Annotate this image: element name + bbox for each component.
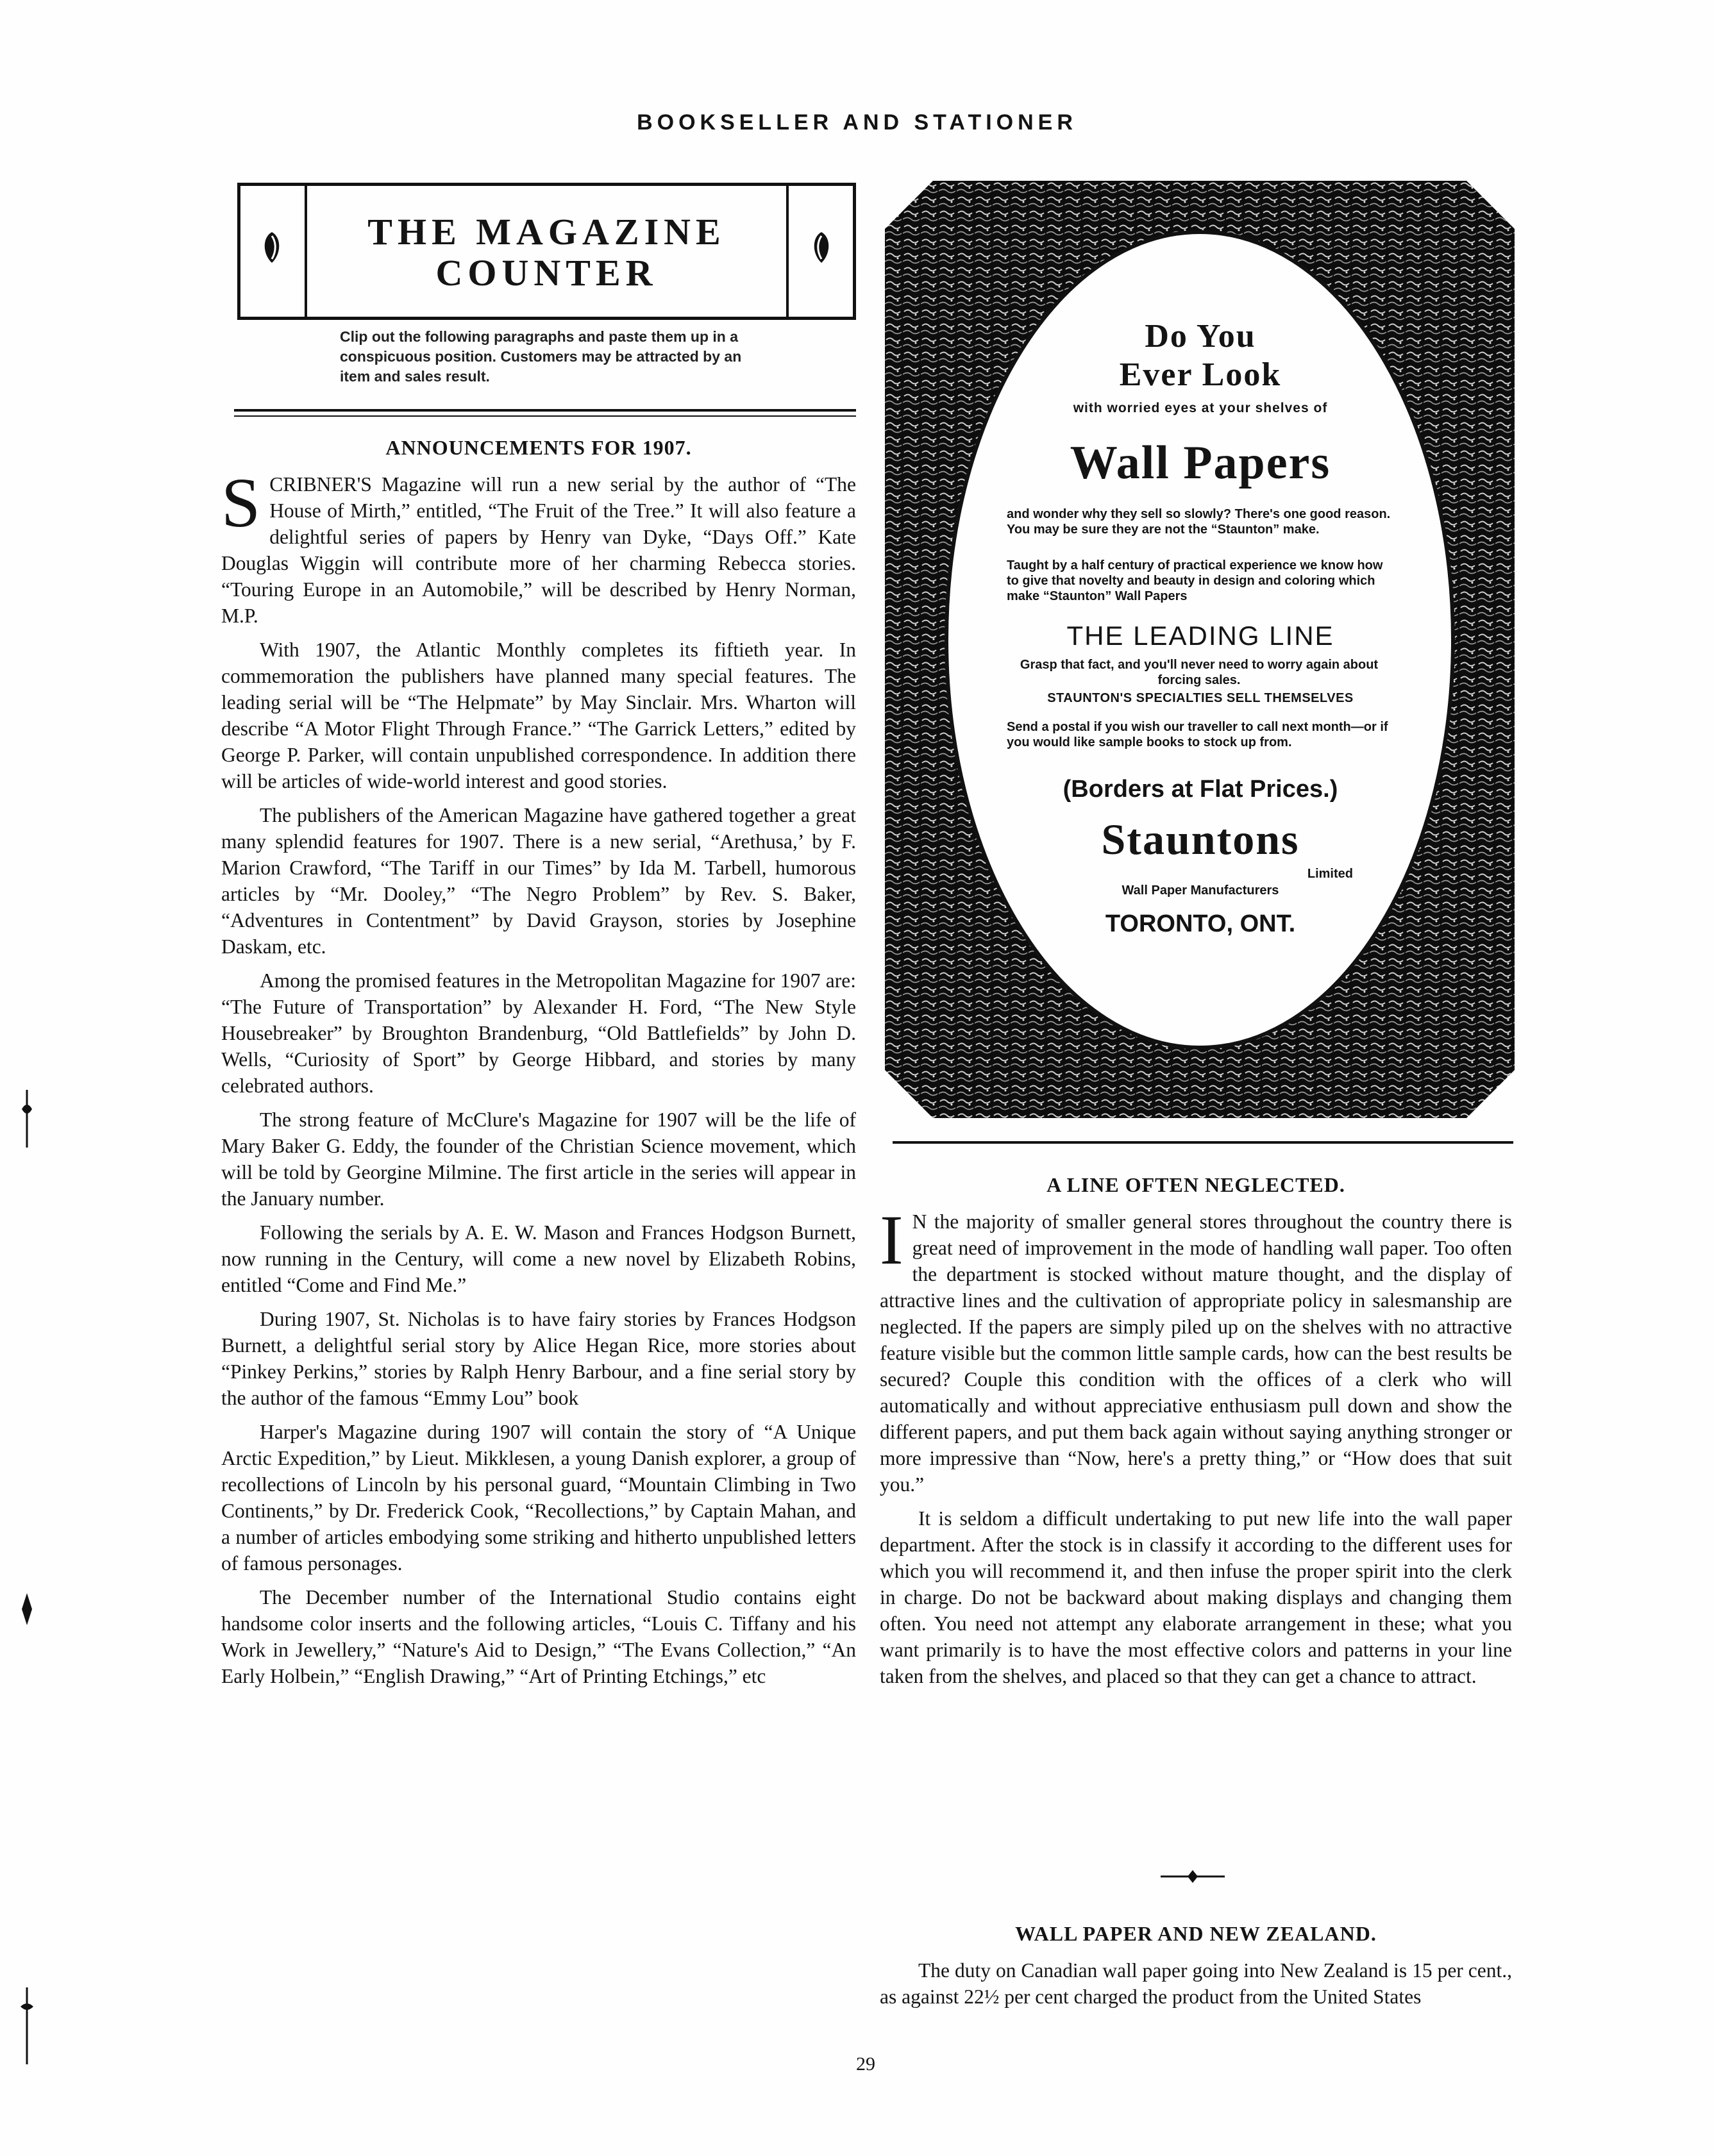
neglected-heading: A LINE OFTEN NEGLECTED. xyxy=(1046,1173,1345,1196)
paragraph-text: CRIBNER'S Magazine will run a new serial by the author of “The House of Mirth,” entitled, “The Fruit of the Tree.” It will also feature a delightful series of papers by Henry van Dyke, “Days Off.” Kate Douglas Wiggin will contribute more of her charming Rebecca stories. “Touring Europe in an Automobile,” will be described by Henry Norman, M.P. xyxy=(221,473,856,627)
page-number: 29 xyxy=(856,2053,875,2075)
margin-ornament-icon xyxy=(19,1090,35,1148)
section-rule xyxy=(893,1141,1513,1144)
ad-leading-line: THE LEADING LINE xyxy=(1066,621,1334,651)
ad-worried-line: with worried eyes at your shelves of xyxy=(1073,401,1328,415)
ad-city: TORONTO, ONT. xyxy=(1105,910,1296,937)
leaf-ornament-icon xyxy=(809,228,834,267)
neglected-column xyxy=(880,1173,1512,1697)
neglected-paragraph: It is seldom a difficult undertaking to put new life into the wall paper department. After the stock is in classify it according to the different uses for which you will recommend it, and then infuse the proper spirit into the clerk in charge. Do not be backward about making displays and changing them often. You need not attempt any elaborate arrangement in these; what you want primarily is to have the most effective colors and patterns in your line taken from the shelves, and placed so that they can get a chance to attract. xyxy=(880,1507,1512,1687)
leaf-ornament-icon xyxy=(260,228,284,267)
announcements-heading: ANNOUNCEMENTS FOR 1907. xyxy=(385,436,692,459)
announcements-paragraph: The strong feature of McClure's Magazine for 1907 will be the life of Mary Baker G. Eddy, the founder of the Christian Science movement, which will be told by Georgine Milmine. The first article in the series will appear in the January number. xyxy=(221,1108,856,1210)
drop-cap: I xyxy=(880,1201,903,1279)
title-line-1: THE MAGAZINE xyxy=(367,211,726,253)
double-rule-top xyxy=(234,409,856,412)
clip-note: Clip out the following paragraphs and paste them up in a conspicuous position. Customers may be attracted by an item and sales result. xyxy=(340,328,742,385)
ad-headline-line-1: Do You xyxy=(1145,318,1256,355)
new-zealand-paragraph: The duty on Canadian wall paper going into New Zealand is 15 per cent., as against 22½ per cent charged the product from the United States xyxy=(880,1959,1512,2008)
ad-product-name: Wall Papers xyxy=(1070,437,1331,489)
announcements-column xyxy=(221,436,856,1697)
margin-ornament-icon xyxy=(19,1987,35,2064)
new-zealand-column xyxy=(880,1922,1512,2018)
box-divider-left xyxy=(305,186,307,317)
drop-cap: S xyxy=(221,464,261,542)
announcements-paragraph: Harper's Magazine during 1907 will contain the story of “A Unique Arctic Expedition,” by Lieut. Mikklesen, a young Danish explorer, a group of recollections of Lincoln by his personal guard, “Mountain Climbing in Two Continents,” by Dr. Frederick Cook, “Recollections,” by Captain Mahan, and a number of articles embodying some striking and hitherto unpublished letters of famous personages. xyxy=(221,1421,856,1575)
title-line-2: COUNTER xyxy=(435,252,658,294)
announcements-paragraph: Following the serials by A. E. W. Mason and Frances Hodgson Burnett, now running in the Century, will come a new novel by Elizabeth Robins, entitled “Come and Find Me.” xyxy=(221,1221,856,1296)
diamond-divider-icon xyxy=(1161,1867,1225,1886)
ad-specialties: STAUNTON'S SPECIALTIES SELL THEMSELVES xyxy=(1047,691,1354,705)
announcements-paragraph xyxy=(221,464,856,629)
box-divider-right xyxy=(786,186,789,317)
new-zealand-heading: WALL PAPER AND NEW ZEALAND. xyxy=(1015,1922,1377,1945)
announcements-paragraph: The December number of the International Studio contains eight handsome color inserts and the following articles, “Louis C. Tiffany and his Work in Jewellery,” “Nature's Aid to Design,” “The Evans Collection,” “An Early Holbein,” “English Drawing,” “Art of Printing Etchings,” etc xyxy=(221,1586,856,1687)
ad-limited: Limited xyxy=(1307,867,1353,881)
magazine-counter-title xyxy=(311,212,782,294)
ad-send-text: Send a postal if you wish our traveller to call next month—or if you would like sample books to stock up from. xyxy=(1007,720,1388,749)
margin-ornament-icon xyxy=(19,1590,35,1628)
ad-headline xyxy=(970,317,1431,394)
paragraph-text: N the majority of smaller general stores throughout the country there is great need of improvement in the mode of handling wall paper. Too often the department is stocked without mature thought, and the display of attractive lines and the cultivation of appropriate policy in salesmanship are neglected. If the papers are simply piled up on the shelves with no attractive feature visible but the common little sample cards, how can the best results be secured? Couple this condition with the offices of a clerk who will automatically and without appreciative enthusiasm pull down and show the different papers, and put them back again without saying anything stronger or more impressive than “Now, here's a pretty thing,” or “How does that suit you.” xyxy=(880,1210,1512,1496)
announcements-paragraph: During 1907, St. Nicholas is to have fairy stories by Frances Hodgson Burnett, a delightful serial story by Alice Hegan Rice, more stories about “Pinkey Perkins,” stories by Ralph Henry Barbour, and a fine serial story by the author of the famous “Emmy Lou” book xyxy=(221,1308,856,1409)
ad-company-name: Stauntons xyxy=(1101,815,1300,864)
ad-taught-text: Taught by a half century of practical experience we know how to give that novelty and beauty in design and coloring which make “Staunton” Wall Papers xyxy=(1007,558,1383,603)
announcements-paragraph: With 1907, the Atlantic Monthly completes its fiftieth year. In commemoration the publishers have planned many special features. The leading serial will be “The Helpmate” by May Sinclair. Mrs. Wharton will describe “A Motor Flight Through France.” “The Garrick Letters,” edited by George P. Parker, will contain unpublished correspondence. In addition there will be articles of wide-world interest and good stories. xyxy=(221,639,856,792)
ad-manufacturers: Wall Paper Manufacturers xyxy=(1122,883,1279,898)
announcements-paragraph: The publishers of the American Magazine have gathered together a great many splendid features for 1907. There is a new serial, “Arethusa,’ by F. Marion Crawford, “The Tariff in our Times” by Ida M. Tarbell, humorous articles by “Mr. Dooley,” “The Negro Problem” by Rev. S. Baker, “Adventures in Contentment” by David Grayson, stories by Josephine Daskam, etc. xyxy=(221,804,856,958)
neglected-paragraph xyxy=(880,1201,1512,1498)
ad-wonder-text: and wonder why they sell so slowly? There's one good reason. You may be sure they are not the “Staunton” make. xyxy=(1007,507,1391,537)
magazine-counter-box xyxy=(237,183,856,320)
ad-grasp-text: Grasp that fact, and you'll never need to worry again about forcing sales. xyxy=(1020,658,1379,687)
running-head: BOOKSELLER AND STATIONER xyxy=(637,110,1077,135)
announcements-paragraph: Among the promised features in the Metropolitan Magazine for 1907 are: “The Future of Transportation” by Alexander H. Ford, “The New Style Housebreaker” by Broughton Brandenburg, “Old Battlefields” by John D. Wells, “Curiosity of Sport” by George Hibbard, and stories by many celebrated authors. xyxy=(221,969,856,1097)
ad-headline-line-2: Ever Look xyxy=(1119,356,1282,393)
ad-borders: (Borders at Flat Prices.) xyxy=(1063,776,1338,803)
double-rule-bottom xyxy=(234,415,856,417)
